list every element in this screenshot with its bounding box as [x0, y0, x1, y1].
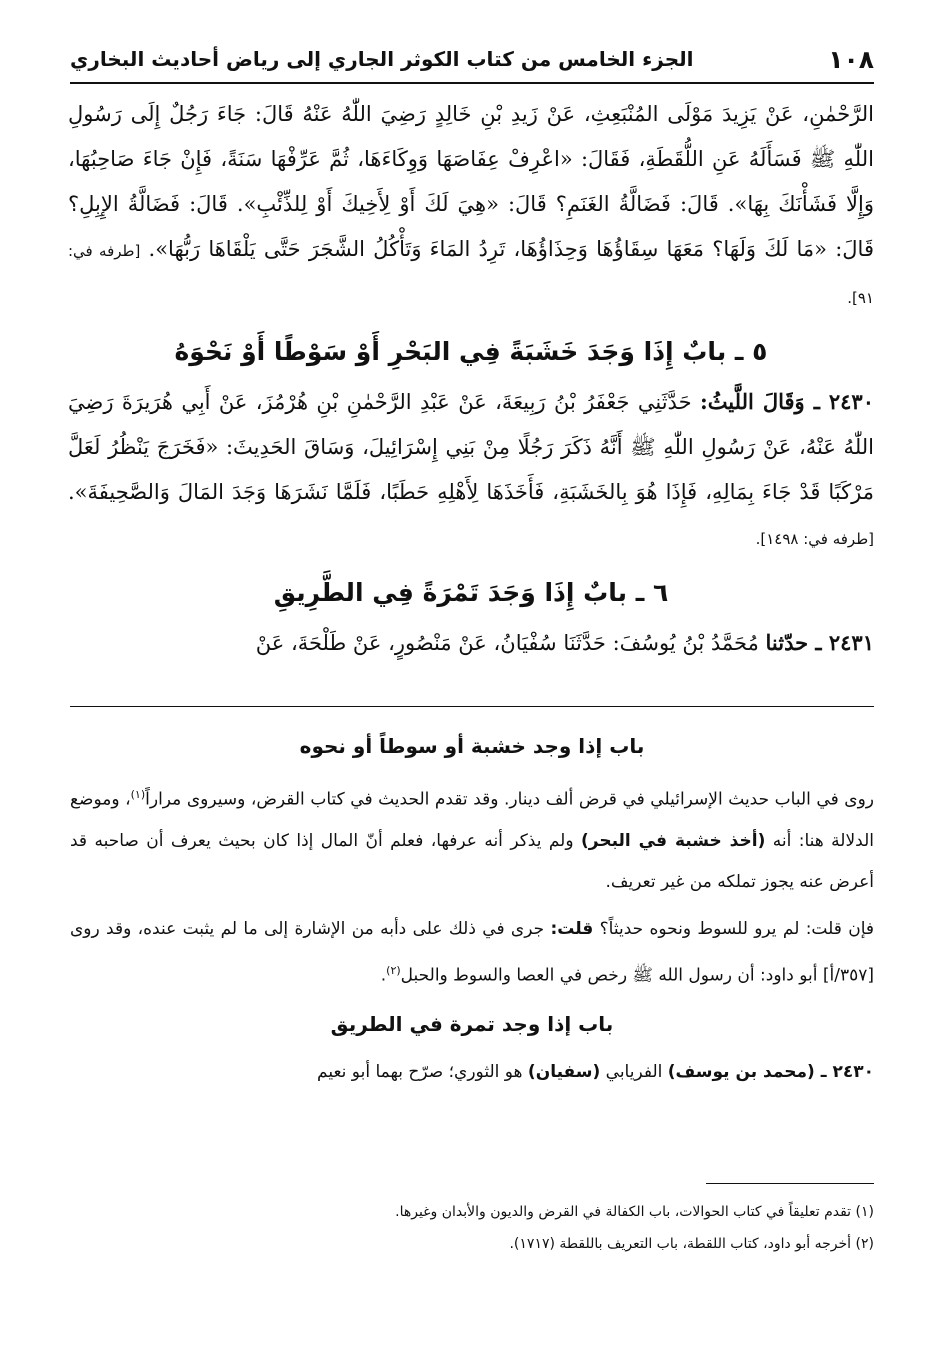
footnote-text: أخرجه أبو داود، كتاب اللقطة، باب التعريف باللقطة (١٧١٧).: [509, 1236, 852, 1252]
hadith-number: ٢٤٣١ ـ حدّثنا: [765, 630, 874, 655]
commentary-heading: باب إذا وجد تمرة في الطريق: [330, 1012, 614, 1037]
commentary-text: روى في الباب حديث الإسرائيلي في قرض ألف دينار. وقد تقدم الحديث في كتاب القرض، وسيروى مراراً: [145, 789, 874, 810]
hadith-body: مُحَمَّدُ بْنُ يُوسُفَ: حَدَّثَنَا سُفْيَانُ، عَنْ مَنْصُورٍ، عَنْ طَلْحَةَ، عَنْ: [255, 631, 766, 655]
footnote-ref[interactable]: (١): [130, 788, 146, 801]
running-title: الجزء الخامس من كتاب الكوثر الجاري إلى رياض أحاديث البخاري: [70, 47, 694, 71]
commentary-text: ، وموضع الدلالة هنا: أنه: [70, 789, 874, 851]
commentary-text: ولم يذكر أنه عرفها، فعلم أنّ المال إذا كان بحيث يعرف أن صاحبه قد أعرض عنه يجوز تملكه من غير تعريف.: [70, 830, 874, 892]
commentary-paragraph: [70, 774, 874, 903]
commentary-text: الفريابي: [600, 1062, 668, 1083]
footnotes: [70, 1196, 874, 1260]
cross-reference: [طرفه في: ١٤٩٨].: [755, 530, 874, 548]
footnote-number: (٢): [855, 1236, 874, 1252]
commentary-text: .: [380, 965, 387, 986]
footnote-ref[interactable]: (٢): [386, 963, 401, 977]
page-number: ١٠٨: [828, 44, 874, 74]
cross-reference: [طرفه في: ٩١].: [68, 242, 874, 307]
hadith-text: [68, 92, 874, 666]
commentary-text: فإن قلت: لم يرو للسوط ونحوه حديثاً؟: [593, 918, 875, 939]
hadith-2430: [68, 379, 874, 562]
hadith-2431: [68, 620, 874, 666]
footnote-text: تقدم تعليقاً في كتاب الحوالات، باب الكفالة في القرض والديون والأبدان وغيرها.: [395, 1204, 852, 1220]
commentary-section: [70, 720, 874, 1099]
footnote: [70, 1228, 874, 1260]
hadith-body: حَدَّثَنِي جَعْفَرُ بْنُ رَبِيعَةَ، عَنْ عَبْدِ الرَّحْمٰنِ بْنِ هُرْمُزَ، عَنْ أَبِي هُرَيرَةَ رَضِيَ اللّٰهُ عَنْهُ، عَنْ رَسُولِ اللّٰهِ ﷺ أَنَّهُ ذَكَرَ رَجُلًا مِنْ بَنِي إِسْرَائِيلَ، وَسَاقَ الحَدِيثَ: «فَخَرَجَ يَنْظُرُ لَعَلَّ مَرْكَبًا قَدْ جَاءَ بِمَالِهِ، فَإِذَا هُوَ بِالخَشَبَةِ، فَأَخَذَهَا لِأَهْلِهِ حَطَبًا، فَلَمَّا نَشَرَهَا وَجَدَ المَالَ وَالصَّحِيفَةَ».: [68, 390, 874, 504]
commentary-heading: باب إذا وجد خشبة أو سوطاً أو نحوه: [299, 734, 645, 758]
section-divider: [70, 706, 874, 707]
chapter-heading-6: ٦ ـ بابٌ إِذَا وَجَدَ تَمْرَةً فِي الطَّرِيقِ: [273, 578, 669, 607]
chapter-heading-5: ٥ ـ بابٌ إِذَا وَجَدَ خَشَبَةً فِي البَحْرِ أَوْ سَوْطًا أَوْ نَحْوَهُ: [174, 337, 768, 366]
page-header: [70, 36, 874, 82]
quoted-phrase: (سفيان): [527, 1062, 601, 1083]
quoted-phrase: (أخذ خشبة في البحر): [581, 830, 766, 851]
header-rule: [70, 82, 874, 84]
footnote-rule: [706, 1183, 874, 1184]
commentary-paragraph: [70, 909, 874, 997]
footnote-number: (١): [855, 1204, 874, 1220]
hadith-number: ٢٤٣٠ ـ: [814, 1062, 874, 1083]
footnote: [70, 1196, 874, 1228]
answer-marker: قلت:: [550, 918, 594, 939]
commentary-text: جرى في ذلك على دأبه من الإشارة إلى ما لم يثبت عنده، وقد روى [٣٥٧/أ] أبو داود: أن رسول الله ﷺ رخص في العصا والسوط والحبل: [70, 918, 874, 986]
commentary-paragraph: [70, 1052, 874, 1093]
commentary-text: هو الثوري؛ صرّح بهما أبو نعيم: [317, 1062, 528, 1083]
hadith-continuation: [68, 92, 874, 321]
hadith-continuation-text: الرَّحْمٰنِ، عَنْ يَزِيدَ مَوْلَى المُنْبَعِثِ، عَنْ زَيدِ بْنِ خَالِدٍ رَضِيَ اللّٰهُ عَنْهُ قَالَ: جَاءَ رَجُلٌ إِلَى رَسُولِ اللّٰهِ ﷺ فَسَأَلَهُ عَنِ اللُّقَطَةِ، فَقَالَ: «اعْرِفْ عِفَاصَهَا وَوِكَاءَهَا، ثُمَّ عَرِّفْهَا سَنَةً، فَإِنْ جَاءَ صَاحِبُهَا، وَإِلَّا فَشَأْنَكَ بِهَا». قَالَ: فَضَالَّةُ الغَنَمِ؟ قَالَ: «هِيَ لَكَ أَوْ لِأَخِيكَ أَوْ لِلذِّئْبِ». قَالَ: فَضَالَّةُ الإِبِلِ؟ قَالَ: «مَا لَكَ وَلَهَا؟ مَعَهَا سِقَاؤُهَا وَحِذَاؤُهَا، تَرِدُ المَاءَ وَتَأْكُلُ الشَّجَرَ حَتَّى يَلْقَاهَا رَبُّهَا».: [68, 102, 874, 261]
hadith-number: ٢٤٣٠ ـ وَقَالَ اللَّيثُ:: [699, 389, 874, 414]
quoted-phrase: (محمد بن يوسف): [667, 1062, 815, 1083]
